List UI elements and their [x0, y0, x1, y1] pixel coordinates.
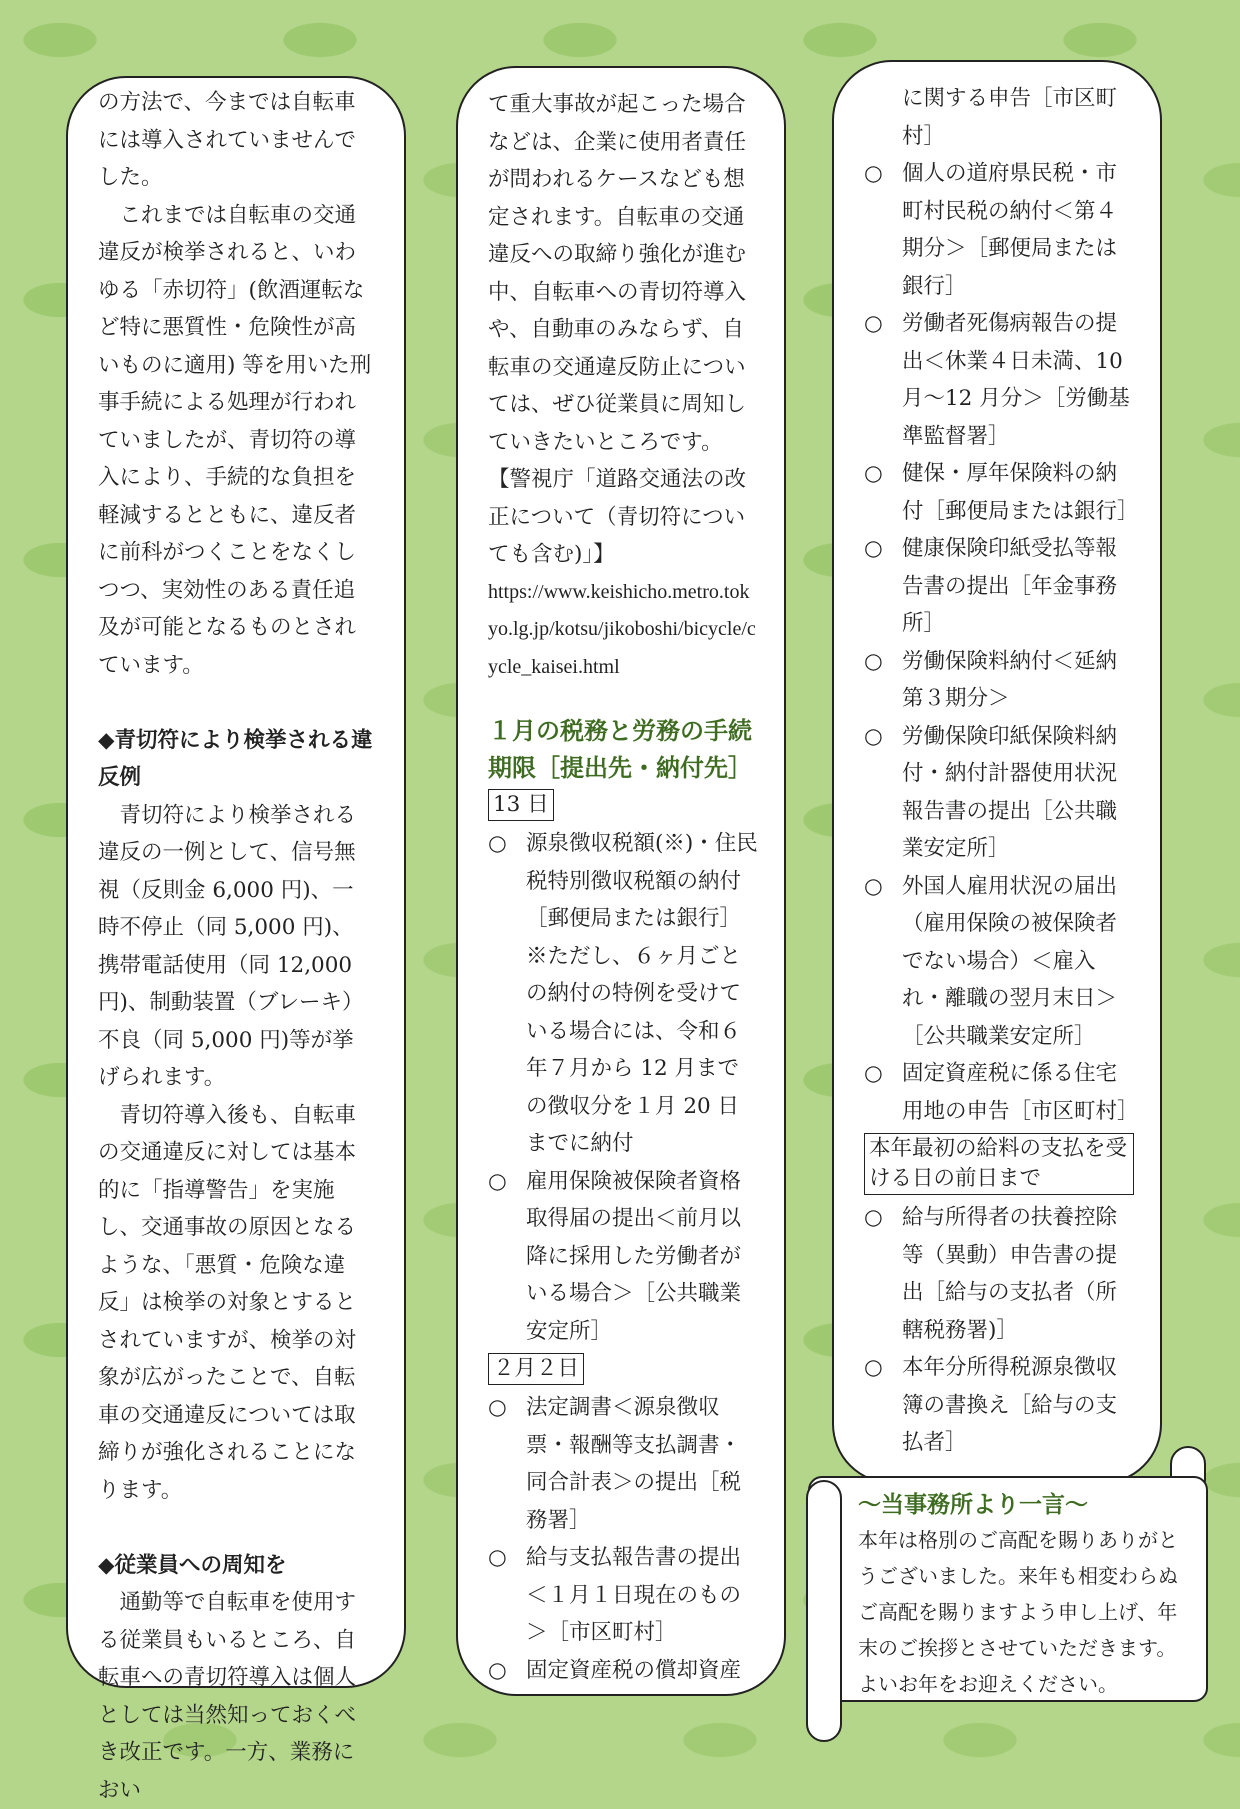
list-item	[864, 530, 1134, 643]
section-title-deadlines: １月の税務と労務の手続期限［提出先・納付先］	[488, 716, 752, 782]
bullet-circle-icon: ○	[864, 311, 883, 336]
list-item	[488, 1389, 758, 1539]
bullet-circle-icon: ○	[864, 648, 883, 674]
list-item-text: 給与支払報告書の提出＜１月１日現在のもの＞［市区町村］	[526, 1545, 742, 1645]
list-item-text: 個人の道府県民税・市町村民税の納付＜第４期分＞［郵便局または銀行］	[902, 161, 1118, 299]
list-item-text: 労働保険料納付＜延納第３期分＞	[902, 648, 1118, 711]
list-item	[864, 455, 1139, 530]
bullet-circle-icon: ○	[864, 873, 883, 899]
paragraph-red-ticket: これまでは自転車の交通違反が検挙されると、いわゆる「赤切符」(飲酒運転など特に悪質性・危険性が高いものに適用) 等を用いた刑事手続による処理が行われていましたが、青切符の導入により、手続的な負担を軽減するとともに、違反者に前科がつくことをなくしつつ、実効性のある責任追及が可能となるものとされています。	[98, 202, 372, 678]
spacer	[98, 684, 374, 722]
bullet-circle-icon: ○	[864, 536, 883, 561]
bullet-circle-icon: ○	[864, 461, 883, 486]
spacer	[488, 686, 758, 704]
bullet-circle-icon: ○	[488, 1168, 507, 1194]
list-item-text: 給与所得者の扶養控除等（異動）申告書の提出［給与の支払者（所轄税務署)］	[902, 1205, 1118, 1343]
list-item-text: 雇用保険被保険者資格取得届の提出＜前月以降に採用した労働者がいる場合＞［公共職業安定所］	[526, 1168, 742, 1344]
list-item	[488, 825, 758, 1163]
paragraph-violation-examples: 青切符により検挙される違反の一例として、信号無視（反則金 6,000 円)、一時不停止（同 5,000 円)、携帯電話使用（同 12,000 円)、制動装置（ブレーキ）不良（同 5,000 円)等が挙げられます。	[98, 802, 364, 1090]
bullet-circle-icon: ○	[488, 1545, 507, 1570]
paragraph-guidance-warning: 青切符導入後も、自転車の交通違反に対しては基本的に「指導警告」を実施し、交通事故の原因となるような、「悪質・危険な違反」は検挙の対象とするとされていますが、検挙の対象が広がったことで、自転車の交通違反については取締りが強化されることになります。	[98, 1102, 357, 1503]
office-message-title: ～当事務所より一言～	[858, 1491, 1088, 1518]
list-item-text: 外国人雇用状況の届出（雇用保険の被保険者でない場合）＜雇入れ・離職の翌月末日＞［公共職業安定所］	[902, 873, 1118, 1049]
bullet-circle-icon: ○	[864, 1205, 883, 1230]
list-item-text: 健保・厚年保険料の納付［郵便局または銀行］	[902, 461, 1139, 524]
deadline-label-box: 本年最初の給料の支払を受ける日の前日まで	[864, 1133, 1134, 1195]
deadline-date-box: 13 日	[488, 789, 554, 821]
article-column-middle	[456, 66, 786, 1696]
list-item-text: 健康保険印紙受払等報告書の提出［年金事務所］	[902, 536, 1118, 636]
heading-violation-examples: ◆青切符により検挙される違反例	[98, 727, 373, 790]
list-item-text: 固定資産税の償却資産	[526, 1657, 742, 1683]
list-item	[864, 155, 1134, 305]
list-item-text: 労働者死傷病報告の提出＜休業４日未満、10 月～12 月分＞［労働基準監督署］	[902, 311, 1130, 449]
office-message-text: 本年は格別のご高配を賜りありがとうございました。来年も相変わらぬご高配を賜りますよう申し上げ、年末のご挨拶とさせていただきます。よいお年をお迎えください。	[858, 1528, 1178, 1696]
list-item	[488, 1652, 758, 1690]
deadline-date-box: ２月２日	[488, 1353, 584, 1385]
list-item	[864, 643, 1134, 718]
list-item	[864, 718, 1134, 868]
list-item	[488, 1539, 758, 1652]
list-item-text: に関する申告［市区町村］	[902, 86, 1118, 149]
reference-title: 【警視庁「道路交通法の改正について（青切符についても含む)」】	[488, 467, 747, 567]
paragraph-intro-continued: の方法で、今までは自転車には導入されていませんでした。	[98, 90, 357, 190]
list-item-text: 固定資産税に係る住宅用地の申告［市区町村］	[902, 1061, 1139, 1124]
list-item-text: 源泉徴収税額(※)・住民税特別徴収税額の納付［郵便局または銀行］※ただし、６ヶ月ごとの納付の特例を受けている場合には、令和６年７月から 12 月までの徴収分を１月 20 日までに納付	[526, 831, 758, 1156]
bullet-circle-icon: ○	[488, 1395, 507, 1420]
list-item	[864, 868, 1134, 1056]
article-column-left	[66, 76, 406, 1803]
bullet-circle-icon: ○	[488, 831, 507, 856]
scroll-curl-decoration	[806, 1480, 842, 1742]
list-item-continued	[864, 80, 1134, 155]
list-item	[864, 305, 1134, 455]
bullet-circle-icon: ○	[864, 161, 883, 186]
bullet-circle-icon: ○	[488, 1657, 507, 1683]
paragraph-employer-liability: て重大事故が起こった場合などは、企業に使用者責任が問われるケースなども想定されます。自転車の交通違反への取締り強化が進む中、自転車への青切符導入や、自動車のみならず、自転車の交通違反防止については、ぜひ従業員に周知していきたいところです。	[488, 92, 747, 455]
list-item	[488, 1163, 758, 1351]
list-item-text: 労働保険印紙保険料納付・納付計器使用状況報告書の提出［公共職業安定所］	[902, 723, 1118, 861]
list-item-text: 本年分所得税源泉徴収簿の書換え［給与の支払者］	[902, 1355, 1118, 1455]
article-column-right	[832, 60, 1162, 1484]
list-item	[864, 1055, 1139, 1130]
heading-notify-employees: ◆従業員への周知を	[98, 1552, 287, 1578]
office-message-scroll	[808, 1476, 1208, 1702]
list-item-text: 法定調書＜源泉徴収票・報酬等支払調書・同合計表＞の提出［税務署］	[526, 1395, 742, 1533]
bullet-circle-icon: ○	[864, 1061, 883, 1086]
reference-url-link[interactable]: https://www.keishicho.metro.tokyo.lg.jp/kotsu/jikoboshi/bicycle/cycle_kaisei.html	[488, 580, 756, 678]
list-item	[864, 1349, 1134, 1462]
bullet-circle-icon: ○	[864, 723, 883, 749]
bullet-circle-icon: ○	[864, 1355, 883, 1380]
list-item	[864, 1199, 1134, 1349]
paragraph-commuting: 通勤等で自転車を使用する従業員もいるところ、自転車への青切符導入は個人としては当然知っておくべき改正です。一方、業務におい	[98, 1590, 357, 1803]
bullet-spacer	[864, 80, 902, 155]
spacer	[98, 1509, 374, 1547]
